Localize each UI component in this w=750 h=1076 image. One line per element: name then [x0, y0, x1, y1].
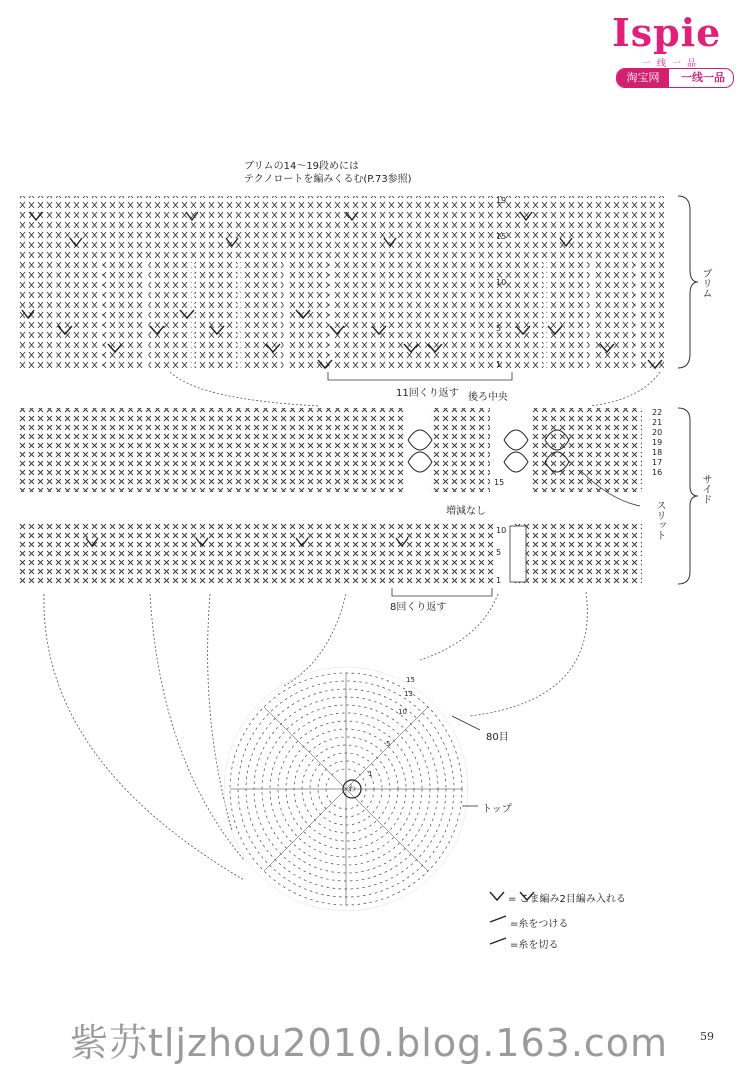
- brim-chart: [16, 196, 698, 380]
- side-row-15: 15: [494, 478, 505, 487]
- shop-badge-left: 淘宝网: [617, 69, 669, 87]
- top-row-13: 13: [404, 690, 413, 698]
- side-row-1: 1: [496, 576, 502, 585]
- brim-row-10: 10: [496, 278, 507, 287]
- legend-join-yarn: =糸をつける: [510, 919, 569, 930]
- side-row-22: 22: [652, 408, 663, 417]
- brim-label: ブリム: [700, 268, 711, 298]
- shop-badge-right: 一线一品: [681, 71, 725, 84]
- side-row-17: 17: [652, 458, 663, 467]
- top-row-10: 10: [398, 708, 407, 716]
- repeat-11-label: 11回くり返す: [396, 388, 459, 399]
- brim-row-5: 5: [496, 324, 502, 333]
- brand-name: Ispie: [612, 10, 722, 55]
- side-chart-upper: [16, 408, 642, 492]
- page-number: 59: [700, 1030, 714, 1043]
- top-label: トップ: [482, 804, 512, 815]
- repeat-8-label: 8回くり返す: [390, 602, 447, 613]
- top-row-5: 5: [386, 740, 391, 748]
- top-row-15: 15: [406, 676, 415, 684]
- watermark-text: 紫苏tljzhou2010.blog.163.com: [70, 1021, 669, 1065]
- side-row-10: 10: [496, 526, 507, 535]
- side-row-21: 21: [652, 418, 663, 427]
- top-row-1: 1: [368, 770, 373, 778]
- brim-note-line1: ブリムの14〜19段めには: [244, 161, 360, 172]
- side-row-16: 16: [652, 468, 663, 477]
- legend-increase: = こま編み2目編み入れる: [508, 894, 626, 905]
- legend-cut-yarn: =糸を切る: [510, 940, 559, 951]
- side-row-5: 5: [496, 548, 502, 557]
- brim-row-1: 1: [496, 360, 502, 369]
- side-row-19: 19: [652, 438, 663, 447]
- ring-label: わ: [348, 784, 356, 793]
- slit-label: スリット: [654, 500, 665, 540]
- brim-row-19: 19: [496, 196, 507, 205]
- stitches-80-label: 80目: [486, 732, 509, 743]
- side-row-20: 20: [652, 428, 663, 437]
- brand-subtitle: 一线一品: [642, 59, 703, 69]
- no-change-label: 増減なし: [446, 506, 486, 517]
- back-center-label: 後ろ中央: [468, 392, 508, 403]
- brim-note-line2: テクノロートを編みくるむ(P.73参照): [244, 174, 412, 185]
- side-label: サイド: [700, 474, 711, 504]
- brim-row-15: 15: [496, 232, 507, 241]
- side-row-18: 18: [652, 448, 663, 457]
